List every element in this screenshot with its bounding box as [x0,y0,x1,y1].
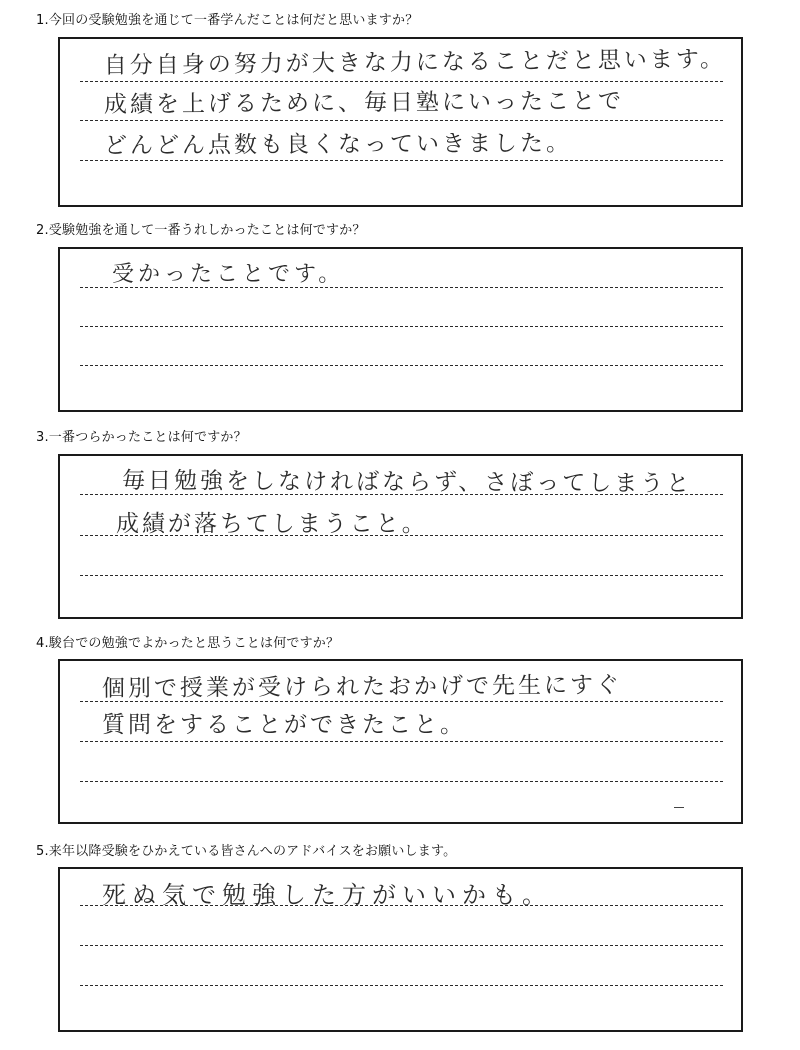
answer-1-rule-2 [80,120,723,121]
answer-box-4[interactable] [58,659,743,824]
answer-4-rule-2 [80,741,723,742]
answer-2-line-1: 受かったことです。 [112,262,345,287]
answer-3-rule-3 [80,575,723,576]
answer-4-rule-1 [80,701,723,702]
answer-4-rule-3 [80,781,723,782]
answer-5-line-1: 死ぬ気で勉強した方がいいかも。 [102,881,552,909]
question-5: 5.来年以降受験をひかえている皆さんへのアドバイスをお願いします。 [36,844,457,859]
answer-3-rule-2 [80,535,723,536]
answer-1-line-2: 成績を上げるために、毎日塾にいったことで [103,88,624,119]
answer-3-line-1: 毎日勉強をしなければならず、さぼってしまうと [122,468,693,497]
answer-4-line-2: 質問をすることができたこと。 [102,712,466,738]
answer-box-3[interactable] [58,454,743,619]
answer-4-line-1: 個別で授業が受けられたおかげで先生にすぐ [101,672,622,702]
stray-pen-mark [674,807,684,808]
answer-2-rule-2 [80,326,723,327]
answer-1-line-1: 自分自身の努力が大きな力になることだと思います。 [103,46,727,80]
answer-2-rule-1 [80,287,723,288]
answer-5-rule-1 [80,905,723,906]
answer-box-2[interactable] [58,247,743,412]
answer-1-rule-3 [80,160,723,161]
answer-5-rule-3 [80,985,723,986]
answer-1-rule-1 [80,81,723,82]
answer-3-line-2: 成績が落ちてしまうこと。 [116,511,428,537]
question-1: 1.今回の受験勉強を通じて一番学んだことは何だと思いますか？ [36,13,419,28]
answer-5-rule-2 [80,945,723,946]
answer-3-rule-1 [80,494,723,495]
question-2: 2.受験勉強を通して一番うれしかったことは何ですか？ [36,223,366,238]
answer-box-5[interactable] [58,867,743,1032]
answer-2-rule-3 [80,365,723,366]
question-3: 3.一番つらかったことは何ですか？ [36,430,247,445]
answer-1-line-3: どんどん点数も良くなっていきました。 [103,130,572,160]
question-4: 4.駿台での勉強でよかったと思うことは何ですか？ [36,636,340,651]
answer-box-1[interactable] [58,37,743,207]
